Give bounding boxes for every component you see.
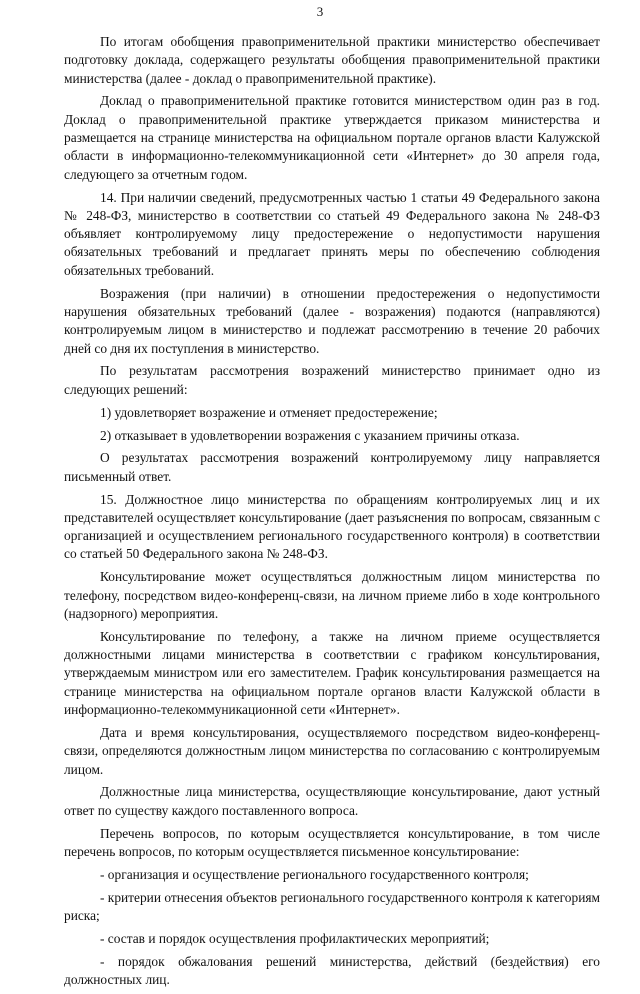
paragraph: Доклад о правоприменительной практике готовится министерством один раз в год. Доклад о правоприменительной практике утверждается приказом министерства и размещается на странице министерства на официальном портале органов власти Калужской области в информационно-телекоммуникационной сети «Интернет» до 30 апреля года, следующего за отчетным годом. bbox=[64, 93, 600, 182]
list-item: - организация и осуществление регионального государственного контроля; bbox=[100, 866, 529, 882]
paragraph: Перечень вопросов, по которым осуществляется консультирование, в том числе перечень вопросов, по которым осуществляется письменное консультирование: bbox=[64, 825, 600, 859]
paragraph: 14. При наличии сведений, предусмотренных частью 1 статьи 49 Федерального закона № 248-ФЗ, министерство в соответствии со статьей 49 Федерального закона № 248-ФЗ объявляет контролируемому лицу предостережение о недопустимости нарушения обязательных требований и предлагает принять меры по обеспечению соблюдения обязательных требований. bbox=[64, 189, 600, 278]
paragraph: По итогам обобщения правоприменительной практики министерство обеспечивает подготовку доклада, содержащего результаты обобщения правоприменительной практики министерства (далее - доклад о правоприменительной практике). bbox=[64, 34, 600, 86]
paragraph: 15. Должностное лицо министерства по обращениям контролируемых лиц и их представителей осуществляет консультирование (дает разъяснения по вопросам, связанным с организацией и осуществлением регионального государственного контроля) в соответствии со статьей 50 Федерального закона № 248-ФЗ. bbox=[64, 491, 600, 562]
paragraph: Консультирование по телефону, а также на личном приеме осуществляется должностными лицами министерства в соответствии с графиком консультирования, утверждаемым министром или его заместителем. График консультирования размещается на странице министерства на официальном портале органов власти Калужской области в информационно-телекоммуникационной сети «Интернет». bbox=[64, 628, 600, 718]
list-item: 2) отказывает в удовлетворении возражения с указанием причины отказа. bbox=[100, 427, 520, 443]
list-item: 1) удовлетворяет возражение и отменяет предостережение; bbox=[100, 404, 438, 420]
paragraph: О результатах рассмотрения возражений контролируемому лицу направляется письменный ответ. bbox=[64, 450, 600, 484]
page-number: 3 bbox=[316, 4, 324, 19]
paragraph: Должностные лица министерства, осуществляющие консультирование, дают устный ответ по существу каждого поставленного вопроса. bbox=[64, 784, 600, 818]
list-item: - состав и порядок осуществления профилактических мероприятий; bbox=[100, 930, 490, 946]
paragraph: Консультирование может осуществляться должностным лицом министерства по телефону, посредством видео-конференц-связи, на личном приеме либо в ходе контрольного (надзорного) мероприятия. bbox=[64, 569, 600, 621]
paragraph: Возражения (при наличии) в отношении предостережения о недопустимости нарушения обязательных требований (далее - возражения) подаются (направляются) контролируемым лицом в министерство и подлежат рассмотрению в течение 20 рабочих дней со дня их поступления в министерство. bbox=[64, 285, 600, 356]
list-item: - критерии отнесения объектов регионального государственного контроля к категориям риска; bbox=[64, 889, 601, 923]
list-item: - порядок обжалования решений министерства, действий (бездействия) его должностных лиц. bbox=[64, 953, 600, 988]
paragraph: По результатам рассмотрения возражений министерство принимает одно из следующих решений: bbox=[64, 363, 600, 397]
paragraph: Дата и время консультирования, осуществляемого посредством видео-конференц-связи, определяются должностным лицом министерства по согласованию с контролируемым лицом. bbox=[64, 724, 600, 777]
document-body bbox=[64, 33, 600, 994]
